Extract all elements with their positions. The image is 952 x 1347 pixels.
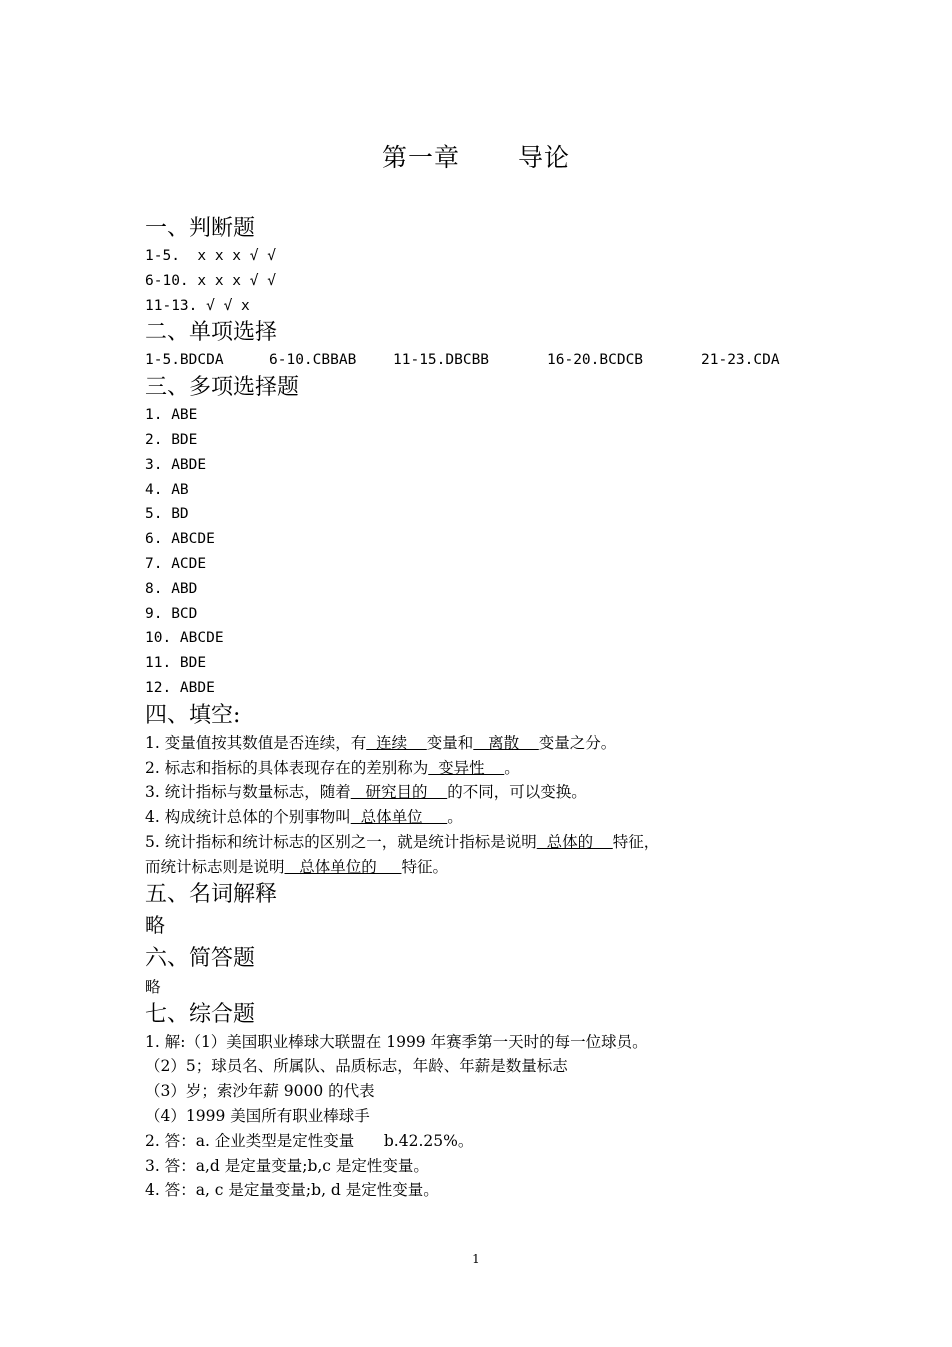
question-text: 的不同，可以变换。 (447, 783, 587, 802)
question-text: 5. 统计指标和统计标志的区别之一，就是统计指标是说明 (145, 832, 537, 851)
question-text: 。 (447, 808, 463, 827)
answer-line: 6. ABCDE (145, 531, 215, 548)
blank-answer: 变异性 (428, 758, 505, 777)
question-text: 变量和 (426, 733, 474, 752)
answer-line: 11-13. √ √ x (145, 297, 250, 314)
question-text: 4. 构成统计总体的个别事物叫 (145, 808, 351, 827)
question-text: 特征。 (401, 857, 448, 876)
blank-answer: 总体单位的 (284, 857, 402, 876)
question-text: 3. 统计指标与数量标志，随着 (145, 783, 351, 802)
fill-blank-question (145, 805, 825, 830)
answer-line: 2. BDE (145, 431, 198, 448)
answer-line: 5. BD (145, 506, 189, 523)
answer-line: 12. ABDE (145, 679, 215, 696)
blank-answer: 研究目的 (350, 783, 448, 802)
answer-group: 6-10.CBBAB (269, 352, 357, 369)
question-text: 。 (504, 758, 520, 777)
section-heading: 三、多项选择题 (145, 375, 300, 401)
fill-blank-question (145, 830, 825, 855)
section-heading: 四、填空: (145, 702, 241, 728)
answer-line: 11. BDE (145, 655, 207, 672)
chapter-name: 导论 (518, 143, 571, 172)
question-text: 1. 变量值按其数值是否连续，有 (145, 733, 367, 752)
section-heading: 二、单项选择 (145, 320, 278, 346)
answer-line: 9. BCD (145, 605, 198, 622)
answer-line: 2. 答：a. 企业类型是定性变量 b.42.25%。 (145, 1131, 474, 1150)
answer-row (145, 348, 825, 373)
blank-answer: 连续 (366, 733, 427, 752)
section-heading: 六、简答题 (145, 945, 256, 971)
answer-line: （2）5；球员名、所属队、品质标志，年龄、年薪是数量标志 (145, 1057, 568, 1076)
answer-line: 7. ACDE (145, 555, 207, 572)
question-text: 特征， (612, 832, 660, 851)
answer-line: 3. 答：a,d 是定量变量;b,c 是定性变量。 (145, 1156, 429, 1175)
answer-content (145, 214, 825, 1203)
answer-line: 4. AB (145, 481, 189, 498)
blank-answer: 总体的 (536, 832, 613, 851)
answer-group: 11-15.DBCBB (393, 352, 490, 369)
answer-line: 1-5. x x x √ √ (145, 248, 276, 264)
fill-blank-question (145, 756, 825, 781)
fill-blank-question (145, 731, 825, 756)
section-heading: 七、综合题 (145, 1001, 256, 1027)
question-text: 而统计标志则是说明 (145, 857, 285, 876)
section-heading: 五、名词解释 (145, 881, 278, 907)
omitted-note: 略 (145, 912, 165, 937)
question-text: 变量之分。 (538, 733, 617, 752)
blank-answer: 总体单位 (350, 808, 448, 827)
answer-line: 6-10. x x x √ √ (145, 272, 276, 289)
answer-line: 8. ABD (145, 580, 198, 597)
answer-line: （4）1999 美国所有职业棒球手 (145, 1106, 370, 1125)
omitted-note: 略 (145, 977, 161, 996)
answer-line: 10. ABCDE (145, 630, 224, 647)
answer-group: 21-23.CDA (701, 352, 780, 369)
answer-group: 16-20.BCDCB (547, 352, 644, 369)
fill-blank-question (145, 780, 825, 805)
page-number: 1 (472, 1252, 480, 1266)
answer-line: 1. 解:（1）美国职业棒球大联盟在 1999 年赛季第一天时的每一位球员。 (145, 1032, 648, 1051)
answer-line: 1. ABE (145, 407, 198, 424)
answer-line: 3. ABDE (145, 456, 207, 473)
answer-line: 4. 答：a, c 是定量变量;b, d 是定性变量。 (145, 1181, 439, 1200)
blank-answer: 离散 (473, 733, 539, 752)
chapter-title (0, 138, 952, 174)
answer-group: 1-5.BDCDA (145, 352, 224, 369)
section-heading: 一、判断题 (145, 216, 256, 241)
chapter-number: 第一章 (381, 143, 460, 172)
fill-blank-question-continued (145, 855, 825, 880)
answer-line: （3）岁；索沙年薪 9000 的代表 (145, 1082, 375, 1101)
question-text: 2. 标志和指标的具体表现存在的差别称为 (145, 758, 429, 777)
